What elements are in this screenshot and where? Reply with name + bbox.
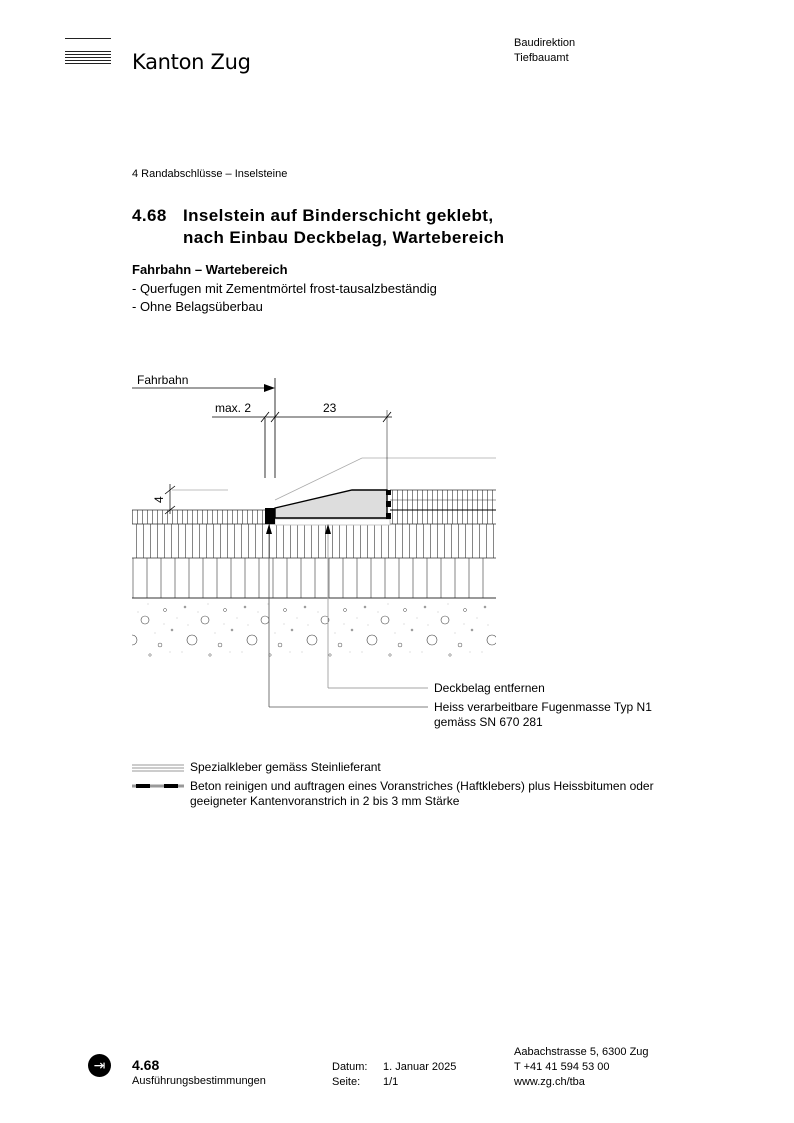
callout-fugenmasse [434,700,652,730]
brand-name: Kanton Zug [132,50,251,74]
office: Tiefbauamt [514,52,569,64]
callout-deckbelag: Deckbelag entfernen [434,681,545,695]
callout-fugenmasse-line-1: Heiss verarbeitbare Fugenmasse Typ N1 [434,700,652,714]
subheading: Fahrbahn – Wartebereich [132,262,288,277]
footer-number: 4.68 [132,1057,160,1073]
legend-item [132,760,680,775]
dim-width-label: 23 [323,401,337,415]
footer-address [514,1045,649,1090]
fahrbahn-label: Fahrbahn [137,373,189,387]
department: Baudirektion [514,37,576,49]
address: Aabachstrasse 5, 6300 Zug [514,1046,649,1058]
page-label: Seite: [332,1076,361,1088]
title-line-1: Inselstein auf Binderschicht geklebt, [183,206,494,225]
bullet-item: - Ohne Belagsüberbau [132,299,263,314]
dim-height-label: 4 [152,496,166,503]
footer-subtitle: Ausführungsbestimmungen [132,1075,266,1087]
legend-item [132,779,680,809]
double-gray-line-icon [132,760,184,775]
title-number: 4.68 [132,206,167,225]
legend-text: Beton reinigen und auftragen eines Voranstriches (Haftklebers) plus Heissbitumen oder geeigneter Kantenvoranstrich in 2 bis 3 mm Stärke [190,779,654,808]
arrow-right-circle-icon: ⇥ [88,1054,111,1077]
bullet-item: - Querfugen mit Zementmörtel frost-tausalzbeständig [132,281,437,296]
phone: T +41 41 594 53 00 [514,1061,610,1073]
date-label: Datum: [332,1061,368,1073]
callout-fugenmasse-line-2: gemäss SN 670 281 [434,715,543,729]
legend-text: Spezialkleber gemäss Steinlieferant [190,760,381,774]
section-label: 4 Randabschlüsse – Inselsteine [132,168,288,180]
date-value: 1. Januar 2025 [383,1061,457,1073]
dashed-black-line-icon [132,779,184,794]
legend [132,760,680,813]
title-line-2: nach Einbau Deckbelag, Wartebereich [183,228,505,247]
website-link[interactable]: www.zg.ch/tba [514,1076,585,1088]
footer-meta [332,1060,456,1090]
page-value: 1/1 [383,1076,399,1088]
dim-max-label: max. 2 [215,401,252,415]
